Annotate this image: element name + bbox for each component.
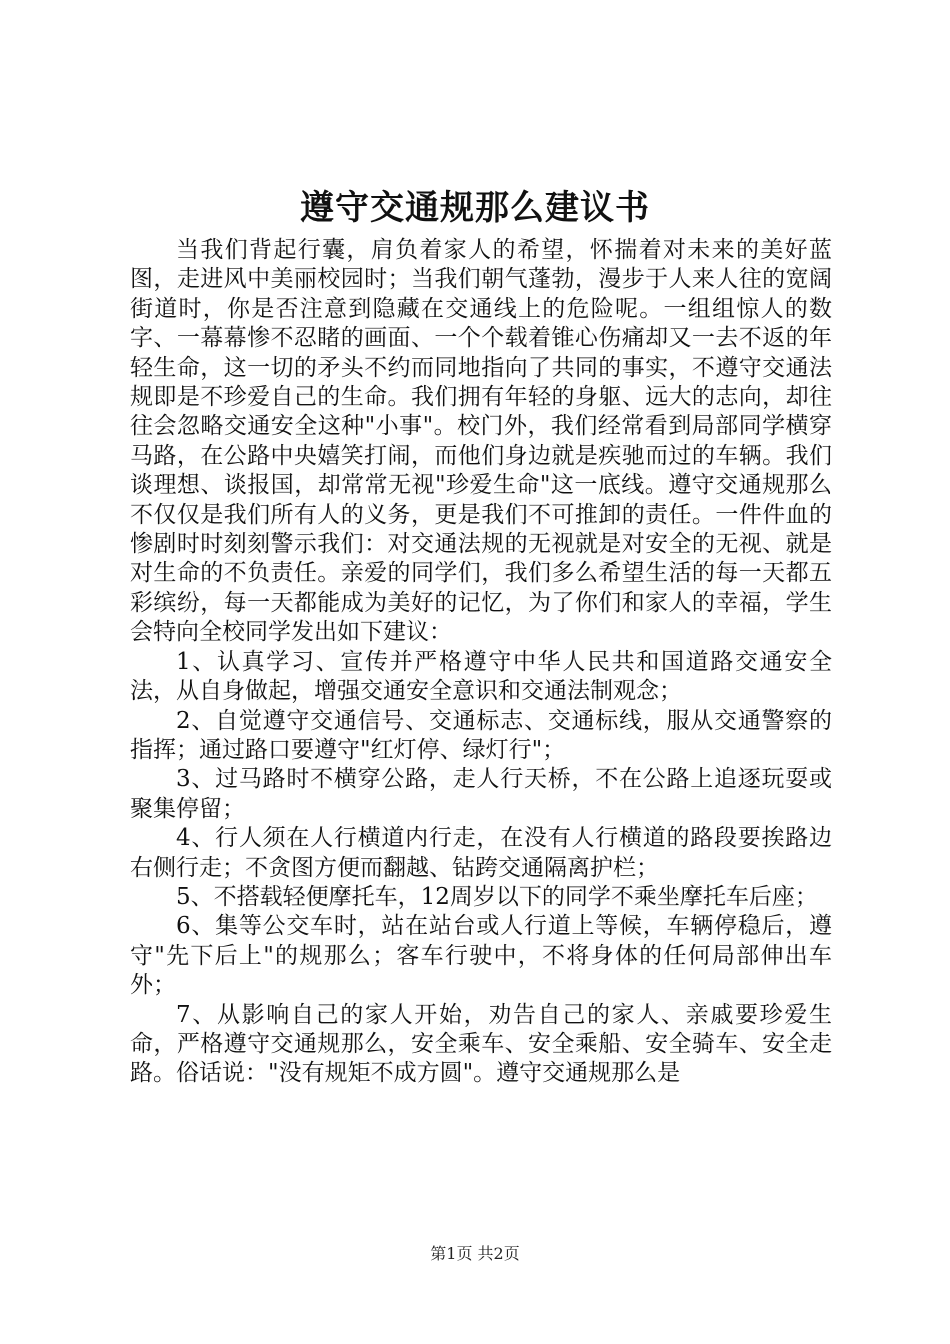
suggestion-item-7: 7、从影响自己的家人开始，劝告自己的家人、亲戚要珍爱生命，严格遵守交通规那么，安全乘车、安全乘船、安全骑车、安全走路。俗话说："没有规矩不成方圆"。遵守交通规那么是	[130, 1001, 832, 1087]
suggestion-item-4: 4、行人须在人行横道内行走，在没有人行横道的路段要挨路边右侧行走；不贪图方便而翻越、钻跨交通隔离护栏；	[130, 825, 832, 881]
suggestion-item-5: 5、不搭载轻便摩托车，12周岁以下的同学不乘坐摩托车后座；	[176, 883, 818, 910]
suggestion-item-1: 1、认真学习、宣传并严格遵守中华人民共和国道路交通安全法，从自身做起，增强交通安全意识和交通法制观念；	[130, 648, 832, 705]
suggestion-item-6: 6、集等公交车时，站在站台或人行道上等候，车辆停稳后，遵守"先下后上"的规那么；客车行驶中，不将身体的任何局部伸出车外；	[130, 913, 832, 999]
suggestion-item-3: 3、过马路时不横穿公路，走人行天桥，不在公路上追逐玩耍或聚集停留；	[130, 766, 832, 822]
suggestion-item-2: 2、自觉遵守交通信号、交通标志、交通标线，服从交通警察的指挥；通过路口要遵守"红灯停、绿灯行"；	[130, 707, 832, 763]
page-footer: 第1页 共2页	[430, 1244, 520, 1263]
document-title: 遵守交通规那么建议书	[300, 188, 650, 228]
document-body	[130, 236, 832, 1089]
body-paragraph-intro: 当我们背起行囊，肩负着家人的希望，怀揣着对未来的美好蓝图，走进风中美丽校园时；当我们朝气蓬勃，漫步于人来人往的宽阔街道时，你是否注意到隐藏在交通线上的危险呢。一组组惊人的数字、一幕幕惨不忍睹的画面、一个个载着锥心伤痛却又一去不返的年轻生命，这一切的矛头不约而同地指向了共同的事实，不遵守交通法规即是不珍爱自己的生命。我们拥有年轻的身躯、远大的志向，却往往会忽略交通安全这种"小事"。校门外，我们经常看到局部同学横穿马路，在公路中央嬉笑打闹，而他们身边就是疾驰而过的车辆。我们谈理想、谈报国，却常常无视"珍爱生命"这一底线。遵守交通规那么不仅仅是我们所有人的义务，更是我们不可推卸的责任。一件件血的惨剧时时刻刻警示我们：对交通法规的无视就是对安全的无视、就是对生命的不负责任。亲爱的同学们，我们多么希望生活的每一天都五彩缤纷，每一天都能成为美好的记忆，为了你们和家人的幸福，学生会特向全校同学发出如下建议：	[130, 237, 832, 646]
